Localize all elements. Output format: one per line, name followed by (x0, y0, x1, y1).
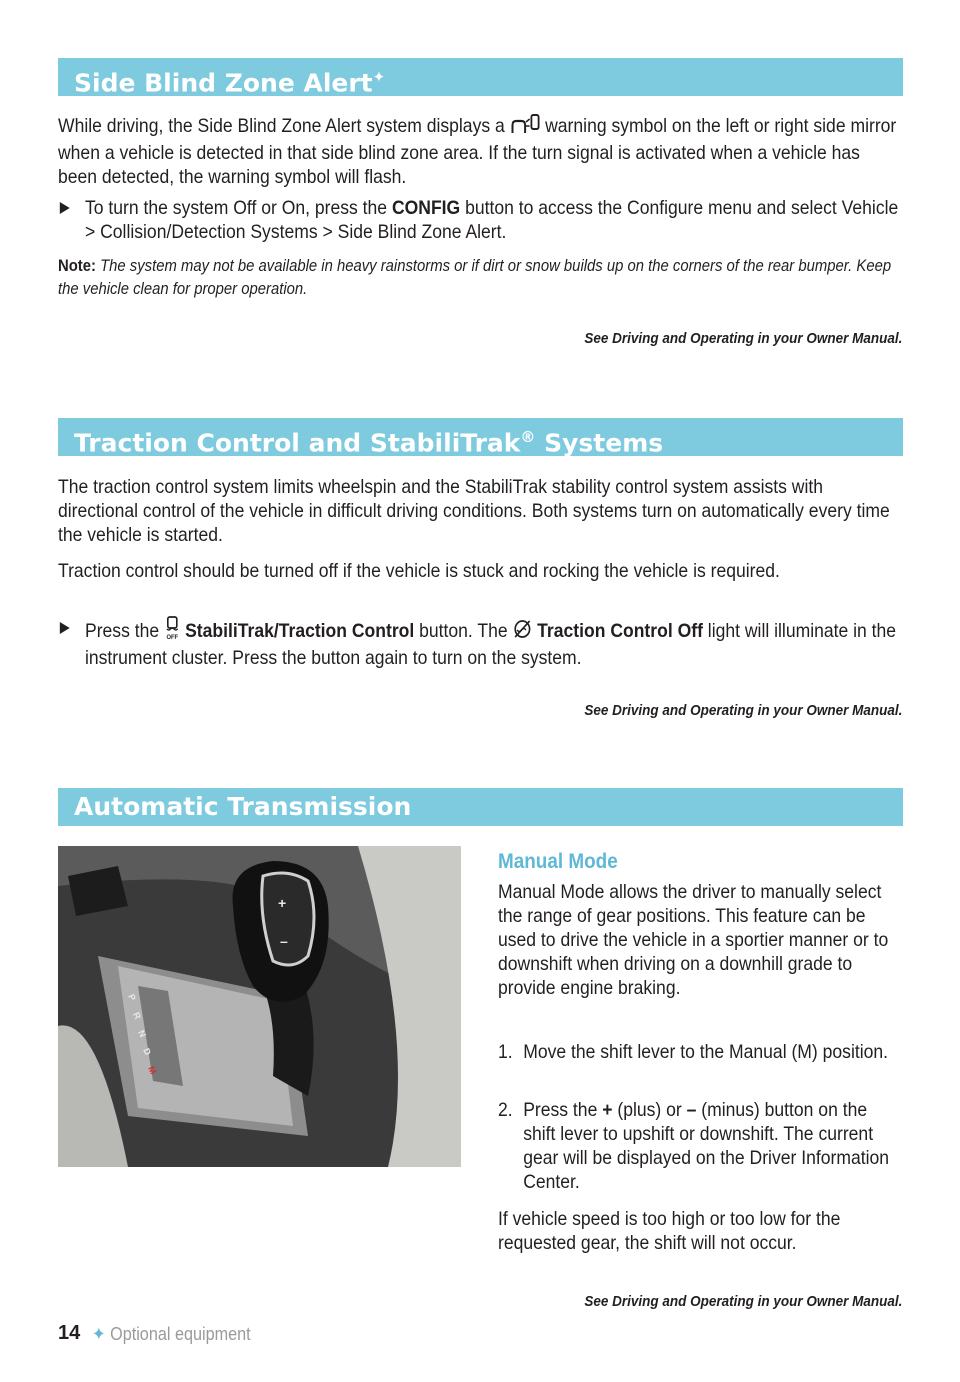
bullet-text: Press the (85, 620, 160, 642)
traction-control-off-icon (513, 618, 533, 646)
config-bullet (58, 196, 903, 244)
page-number: 14 (58, 1322, 81, 1344)
bullet-text: button. The (419, 620, 508, 642)
svg-text:M: M (146, 1064, 159, 1076)
section-title: Automatic Transmission (74, 792, 412, 821)
optional-equipment-note (92, 1324, 251, 1345)
optional-mark: ✦ (372, 68, 386, 86)
see-manual-3: See Driving and Operating in your Owner Manual. (583, 1293, 902, 1310)
traction-control-off-label: Traction Control Off (537, 620, 703, 642)
stabilitrak-off-icon (164, 616, 180, 646)
note (58, 255, 903, 301)
section-title-suffix: Systems (544, 428, 664, 458)
step-text: (plus) or (617, 1099, 682, 1121)
bullet-text: light will illuminate in the instrument cluster. Press the button again to turn on the system. (85, 620, 897, 669)
svg-text:N: N (136, 1028, 148, 1039)
traction-paragraph-2: Traction control should be turned off if the vehicle is stuck and rocking the vehicle is required. (58, 560, 780, 582)
svg-text:R: R (131, 1010, 143, 1021)
stabilitrak-bullet (58, 616, 903, 670)
section-header-traction-control (58, 418, 903, 456)
note-text: The system may not be available in heavy rainstorms or if dirt or snow builds up on the corners of the rear bumper. Keep the vehicle clean for proper operation. (58, 257, 892, 298)
svg-text:–: – (280, 933, 288, 949)
stabilitrak-button-label: StabiliTrak/Traction Control (185, 620, 415, 642)
blind-zone-paragraph (58, 113, 903, 189)
note-label: Note: (58, 257, 96, 275)
bullet-text: button to access the Configure menu and select Vehicle > Collision/Detection Systems > Side Blind Zone Alert. (85, 197, 899, 243)
section-header-side-blind-zone (58, 58, 903, 96)
section-title: Traction Control and StabiliTrak (74, 428, 521, 458)
step-number: 2. (498, 1099, 513, 1121)
bullet-arrow-icon (60, 202, 70, 214)
manual-mode-heading: Manual Mode (498, 850, 618, 873)
shift-lever-photo (58, 846, 461, 1167)
bullet-arrow-icon (60, 622, 70, 634)
manual-mode-paragraph: Manual Mode allows the driver to manually select the range of gear positions. This feature can be used to drive the vehicle in a sportier manner or to downshift when driving on a downhill grade to provide engine braking. (498, 881, 889, 999)
see-manual-1: See Driving and Operating in your Owner Manual. (583, 330, 902, 347)
optional-text: Optional equipment (110, 1324, 251, 1344)
plus-symbol: + (602, 1099, 613, 1121)
step-text: Press the (523, 1099, 598, 1121)
svg-text:D: D (141, 1046, 153, 1057)
blind-zone-warning-icon (510, 113, 541, 141)
minus-symbol: – (686, 1099, 697, 1121)
step-2 (498, 1098, 903, 1194)
step-1 (498, 1040, 903, 1064)
optional-star-icon: ✦ (92, 1324, 106, 1344)
svg-text:P: P (126, 992, 138, 1003)
see-manual-2: See Driving and Operating in your Owner Manual. (583, 702, 902, 719)
step-text: Move the shift lever to the Manual (M) position. (523, 1041, 889, 1063)
step-number: 1. (498, 1041, 513, 1063)
para-text: warning symbol on the left or right side mirror when a vehicle is detected in that side blind zone area. If the turn signal is activated when a vehicle has been detected, the warning symbol will flash. (58, 115, 897, 188)
section-title: Side Blind Zone Alert (74, 68, 373, 98)
registered-mark: ® (520, 428, 536, 446)
config-button-label: CONFIG (391, 197, 461, 219)
svg-text:+: + (278, 895, 287, 911)
para-text: While driving, the Side Blind Zone Alert system displays a (58, 115, 505, 137)
section-header-automatic-transmission (58, 788, 903, 826)
svg-text:OFF: OFF (166, 633, 178, 640)
speed-paragraph: If vehicle speed is too high or too low for the requested gear, the shift will not occur. (498, 1208, 841, 1254)
bullet-text: To turn the system Off or On, press the (85, 197, 388, 219)
traction-paragraph-1: The traction control system limits wheelspin and the StabiliTrak stability control system assists with directional control of the vehicle in difficult driving conditions. Both systems turn on automatically every time the vehicle is started. (58, 476, 890, 546)
step-text: (minus) button on the shift lever to upshift or downshift. The current gear will be displayed on the Driver Information Center. (523, 1099, 890, 1193)
